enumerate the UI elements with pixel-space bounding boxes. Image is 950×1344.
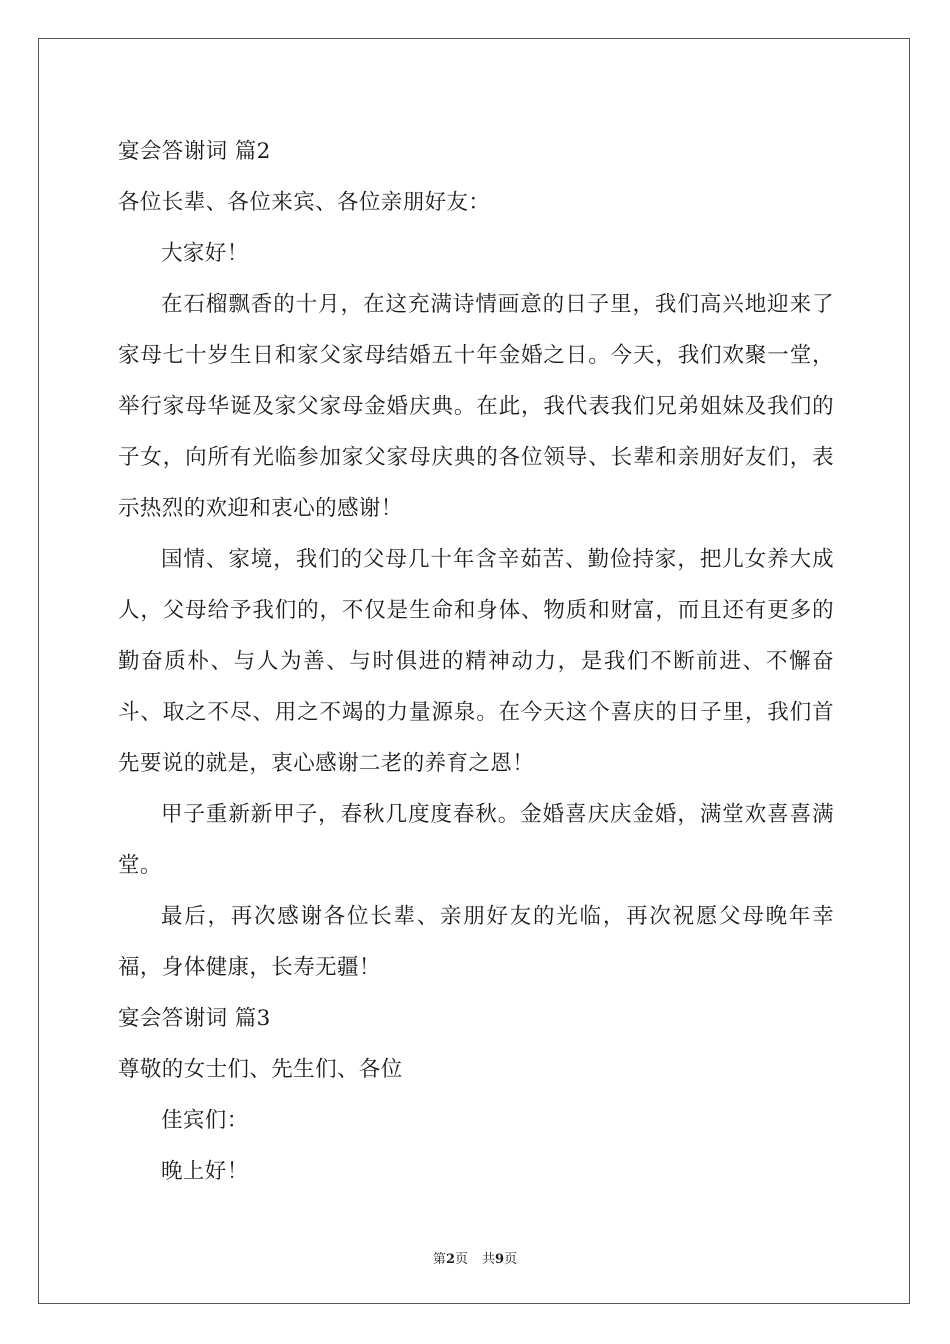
section-2-paragraph: 国情、家境，我们的父母几十年含辛茹苦、勤俭持家，把儿女养大成人，父母给予我们的，不仅是生命和身体、物质和财富，而且还有更多的勤奋质朴、与人为善、与时俱进的精神动力，是我们不断前进、不懈奋斗、取之不尽、用之不竭的力量源泉。在今天这个喜庆的日子里，我们首先要说的就是，衷心感谢二老的养育之恩！ xyxy=(118,547,834,776)
document-body xyxy=(118,126,834,1197)
section-3-salutation-continued: 佳宾们： xyxy=(161,1108,249,1133)
section-2-greeting: 大家好！ xyxy=(161,241,249,266)
footer-total-pages: 9 xyxy=(495,1252,505,1267)
section-2-paragraph: 最后，再次感谢各位长辈、亲朋好友的光临，再次祝愿父母晚年幸福，身体健康，长寿无疆！ xyxy=(118,904,834,980)
section-2-salutation: 各位长辈、各位来宾、各位亲朋好友： xyxy=(118,190,491,215)
footer-page-number: 2 xyxy=(445,1252,455,1267)
section-3-greeting: 晚上好！ xyxy=(161,1159,249,1184)
section-2-paragraph: 在石榴飘香的十月，在这充满诗情画意的日子里，我们高兴地迎来了家母七十岁生日和家父家母结婚五十年金婚之日。今天，我们欢聚一堂，举行家母华诞及家父家母金婚庆典。在此，我代表我们兄弟姐妹及我们的子女，向所有光临参加家父家母庆典的各位领导、长辈和亲朋好友们，表示热烈的欢迎和衷心的感谢！ xyxy=(118,292,834,521)
section-2-paragraph: 甲子重新新甲子，春秋几度度春秋。金婚喜庆庆金婚，满堂欢喜喜满堂。 xyxy=(118,802,834,878)
section-3-heading: 宴会答谢词 篇3 xyxy=(118,1006,271,1031)
section-3-salutation: 尊敬的女士们、先生们、各位 xyxy=(118,1057,403,1082)
page-footer xyxy=(0,1248,950,1267)
footer-total-suffix: 页 xyxy=(504,1252,518,1267)
footer-total-prefix: 共 xyxy=(482,1252,496,1267)
section-2-heading: 宴会答谢词 篇2 xyxy=(118,139,271,164)
footer-page-prefix: 第 xyxy=(432,1252,446,1267)
footer-page-suffix: 页 xyxy=(454,1252,468,1267)
